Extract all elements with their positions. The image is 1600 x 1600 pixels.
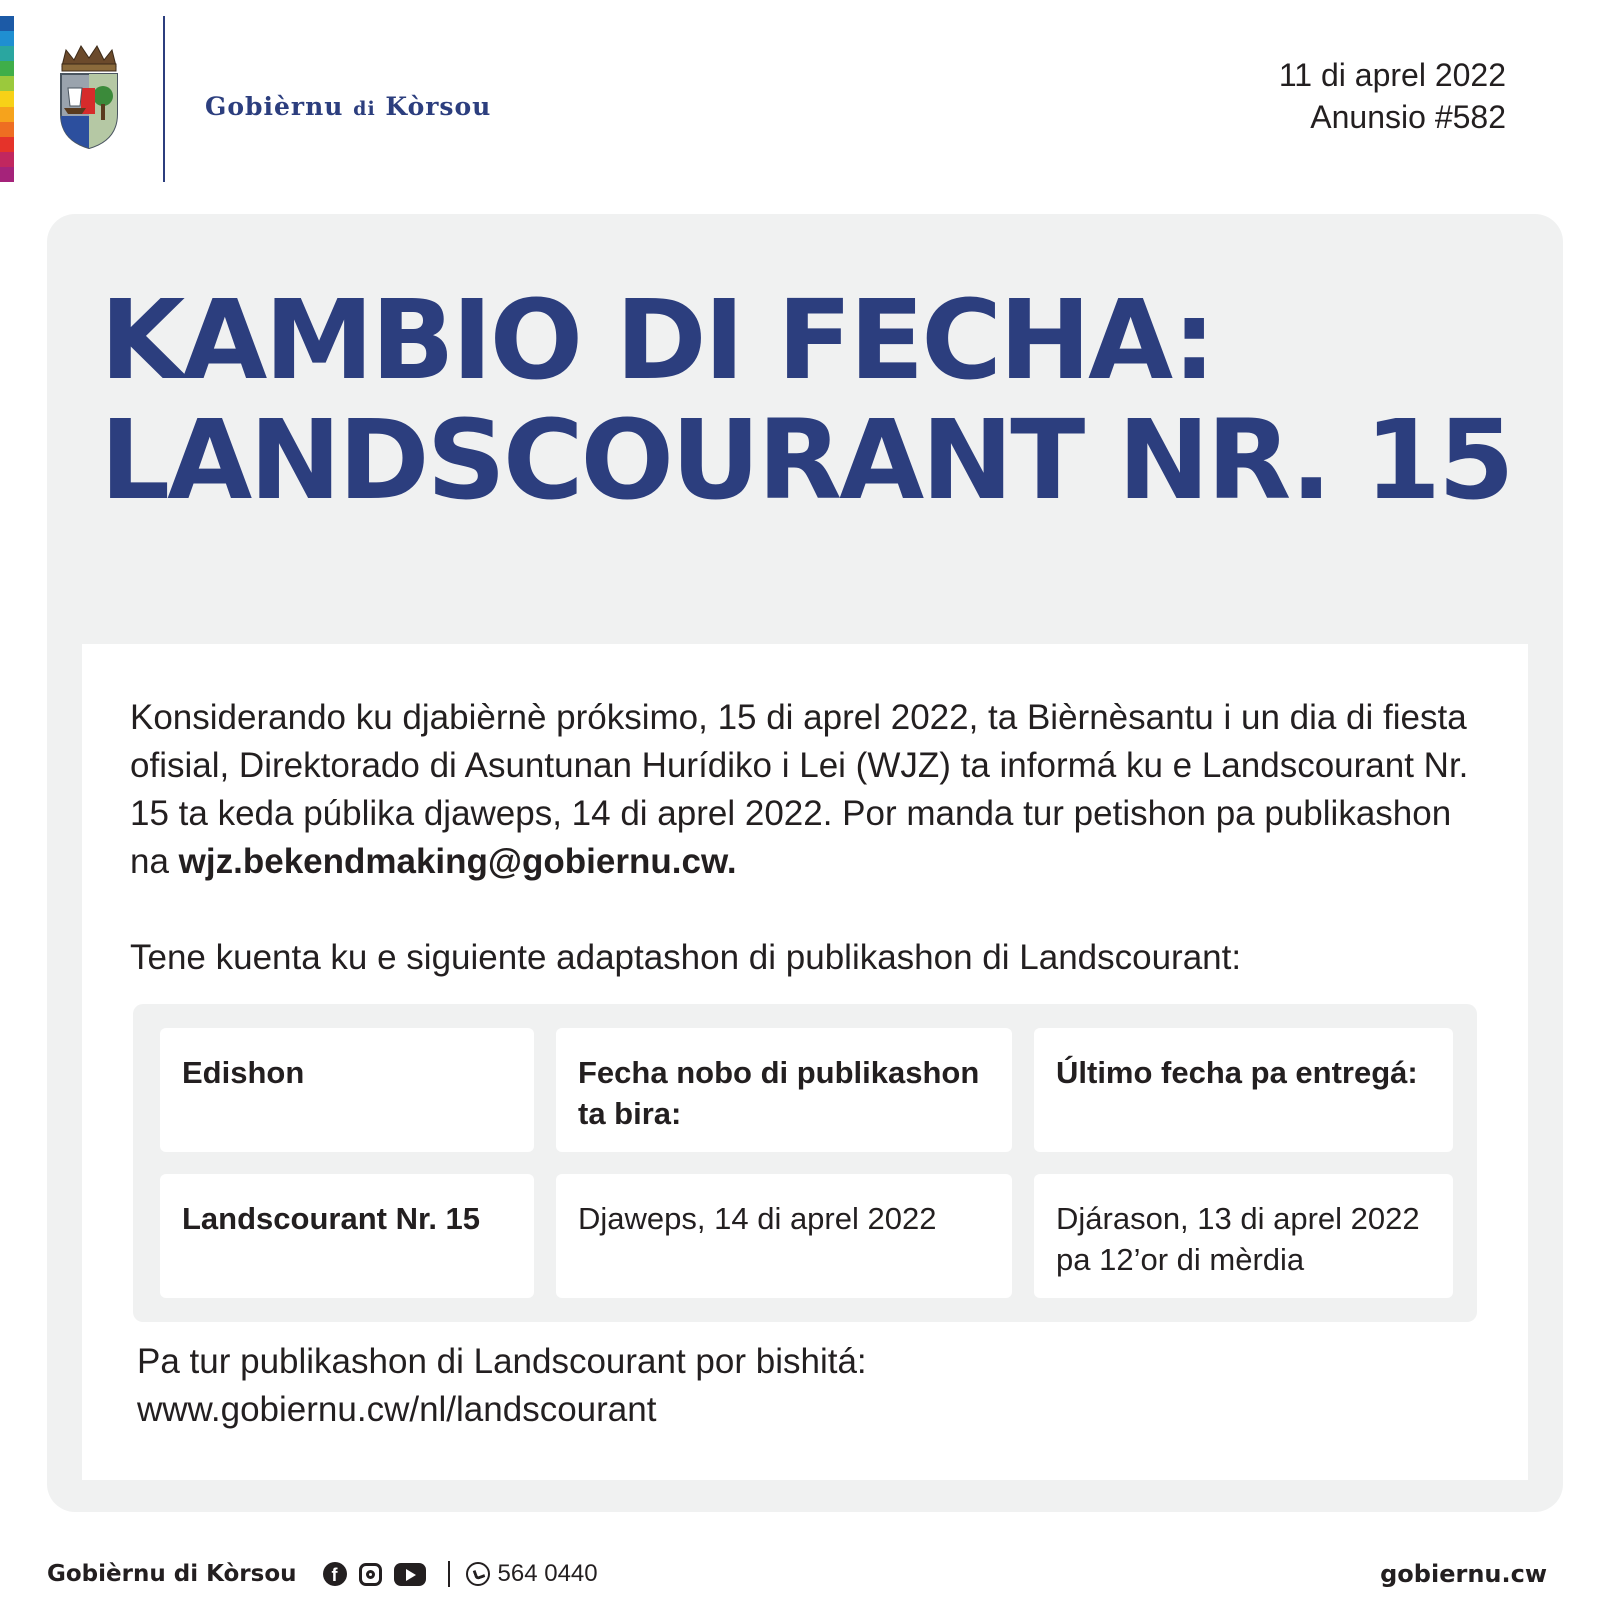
headline-line-1: KAMBIO DI FECHA: (100, 276, 1214, 404)
footer-url[interactable]: gobiernu.cw (1380, 1560, 1547, 1588)
table-intro: Tene kuenta ku e siguiente adaptashon di publikashon di Landscourant: (130, 938, 1242, 977)
facebook-icon[interactable]: f (323, 1562, 347, 1586)
footer (47, 1554, 1547, 1594)
instagram-icon[interactable] (359, 1563, 382, 1586)
whatsapp-icon (466, 1562, 490, 1586)
social-links (323, 1562, 426, 1586)
landscourant-link[interactable]: www.gobiernu.cw/nl/landscourant (137, 1390, 657, 1429)
announcement-date: 11 di aprel 2022 (1278, 57, 1506, 93)
youtube-icon[interactable] (394, 1563, 426, 1586)
contact-email[interactable]: wjz.bekendmaking@gobiernu.cw. (178, 842, 737, 881)
table-cell-deadline: Djárason, 13 di aprel 2022 pa 12’or di mèrdia (1034, 1174, 1453, 1298)
announcement-number: Anunsio #582 (1310, 99, 1506, 135)
table-header-deadline: Último fecha pa entregá: (1034, 1028, 1453, 1152)
color-stripe (0, 16, 14, 182)
org-name: Gobièrnu di Kòrsou (205, 92, 492, 121)
footnote-text: Pa tur publikashon di Landscourant por bishitá: (137, 1342, 867, 1381)
header-meta (1279, 54, 1506, 138)
footer-org-name: Gobièrnu di Kòrsou (47, 1561, 297, 1587)
headline (100, 276, 1512, 524)
table-header-edition: Edishon (160, 1028, 534, 1152)
table-cell-new-date: Djaweps, 14 di aprel 2022 (556, 1174, 1012, 1298)
table-cell-edition: Landscourant Nr. 15 (160, 1174, 534, 1298)
coat-of-arms-icon (54, 44, 124, 150)
headline-line-2: LANDSCOURANT NR. 15 (100, 396, 1512, 524)
header-divider (163, 16, 165, 182)
footer-separator (448, 1561, 450, 1587)
body-paragraph: Konsiderando ku djabièrnè próksimo, 15 di aprel 2022, ta Bièrnèsantu i un dia di fiesta ofisial, Direktorado di Asuntunan Hurídiko i Lei (WJZ) ta informá ku e Landscourant Nr. 15 ta keda públika djaweps, 14 di aprel 2022. Por manda tur petishon pa publikashon na wjz.bekendmaking@gobiernu.cw. (130, 698, 1469, 881)
table-header-new-date: Fecha nobo di publikashon ta bira: (556, 1028, 1012, 1152)
footer-phone[interactable]: 564 0440 (497, 1560, 598, 1587)
footnote (137, 1338, 867, 1434)
